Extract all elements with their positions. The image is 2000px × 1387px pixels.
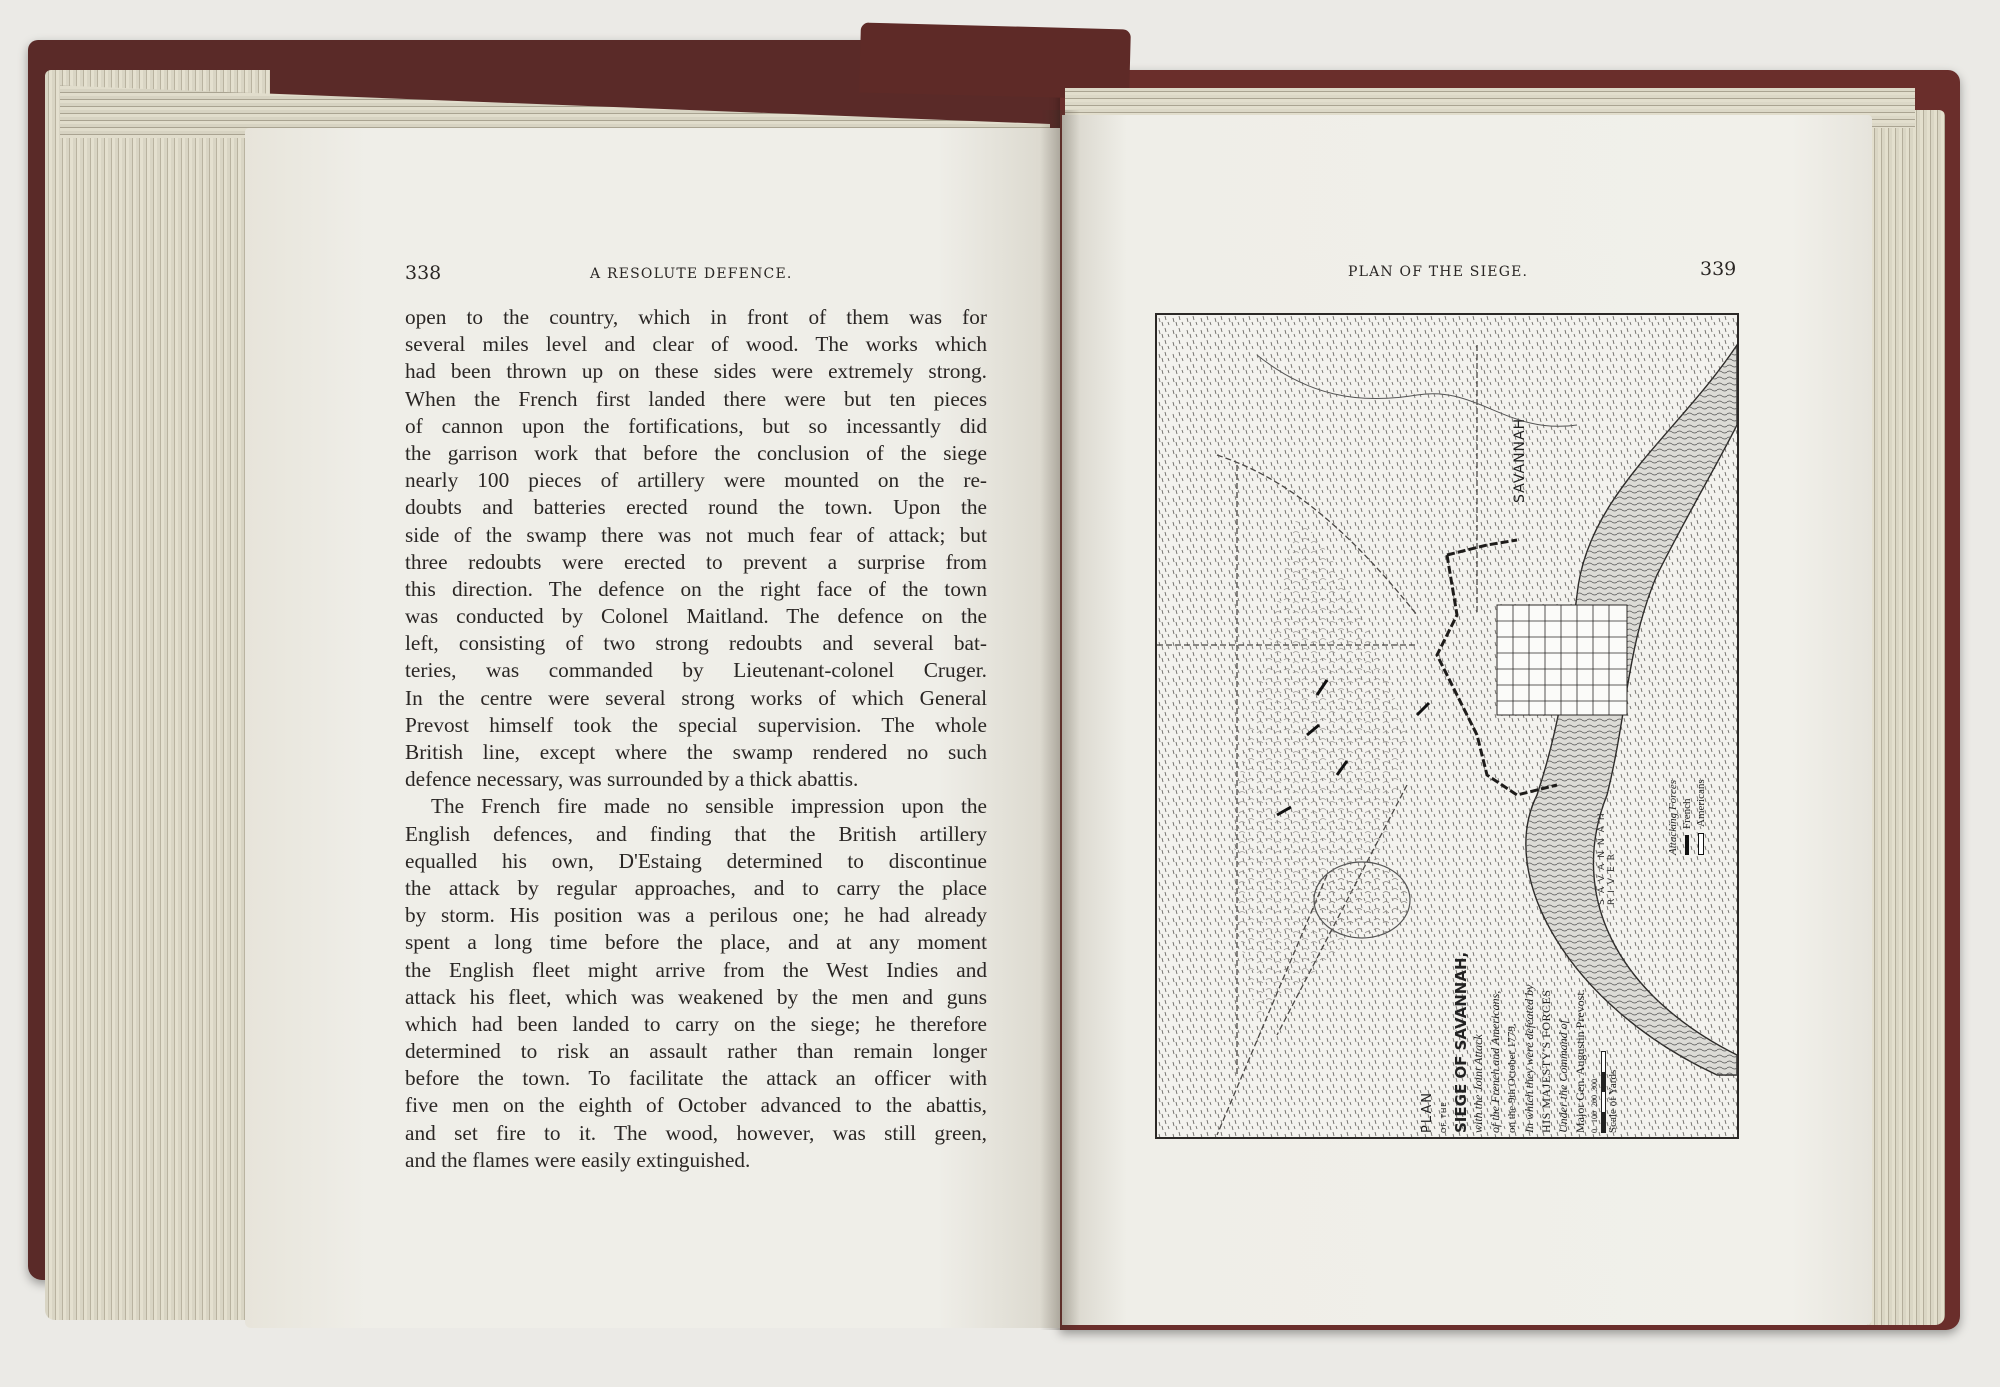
left-running-head: A RESOLUTE DEFENCE.	[590, 266, 793, 282]
page-edges-left	[45, 70, 270, 1320]
legend-swatch-french	[1685, 835, 1689, 855]
legend-swatch-americans	[1698, 833, 1704, 855]
body-text-line: determined to risk an assault rather than remain longer	[405, 1039, 987, 1064]
body-text-line: teries, was commanded by Lieutenant-colonel Cruger.	[405, 658, 987, 683]
map-title-line: Under the Command of	[1556, 1020, 1570, 1133]
body-text-line: the attack by regular approaches, and to carry the place	[405, 875, 987, 900]
map-town-label: SAVANNAH	[1512, 417, 1528, 503]
map-title-line: with the Joint Attack	[1471, 1034, 1485, 1133]
map-title-line: of the French and Americans,	[1488, 990, 1502, 1133]
body-text-line: left, consisting of two strong redoubts and several bat-	[405, 631, 987, 656]
body-text-line: five men on the eighth of October advanced to the abattis,	[405, 1093, 987, 1118]
siege-map	[1155, 313, 1739, 1139]
body-text-line: English defences, and finding that the British artillery	[405, 821, 987, 846]
body-text-line: the English fleet might arrive from the West Indies and	[405, 957, 987, 982]
hill-feature	[1314, 862, 1410, 938]
body-text-line: doubts and batteries erected round the town. Upon the	[405, 495, 987, 520]
body-text-line: several miles level and clear of wood. The works which	[405, 332, 987, 357]
map-title-cartouche	[1419, 793, 1621, 1133]
legend-heading: Attacking Forces	[1667, 779, 1679, 855]
legend-label-french: French	[1681, 798, 1693, 829]
town-grid	[1497, 605, 1627, 715]
legend-item-french	[1681, 779, 1693, 855]
map-title-line: PLAN	[1420, 1091, 1435, 1133]
map-title-line: SIEGE OF SAVANNAH,	[1452, 951, 1470, 1133]
body-text-line: nearly 100 pieces of artillery were mounted on the re-	[405, 468, 987, 493]
body-text-line: Prevost himself took the special supervision. The whole	[405, 712, 987, 737]
body-text-line: three redoubts were erected to prevent a surprise from	[405, 549, 987, 574]
body-text-line: of cannon upon the fortifications, but so incessantly did	[405, 413, 987, 438]
body-text-line: and set fire to it. The wood, however, was still green,	[405, 1120, 987, 1145]
body-text-line: the garrison work that before the conclusion of the siege	[405, 440, 987, 465]
map-title-line: HIS MAJESTY'S FORCES	[1539, 989, 1553, 1133]
body-text-line: by storm. His position was a perilous one; he had already	[405, 903, 987, 928]
body-text-line: attack his fleet, which was weakened by the men and guns	[405, 984, 987, 1009]
body-text-line: and the flames were easily extinguished.	[405, 1147, 751, 1172]
left-page-body-text	[405, 304, 987, 1174]
map-title-line: on the 9th October 1779.	[1506, 1023, 1518, 1133]
body-text-line: The French fire made no sensible impression upon the	[431, 794, 987, 819]
scale-label: Scale of Yards	[1607, 1069, 1619, 1133]
body-text-line: When the French first landed there were but ten pieces	[405, 386, 987, 411]
body-text-line: was conducted by Colonel Maitland. The defence on the	[405, 604, 987, 629]
legend-label-americans: Americans	[1695, 779, 1707, 827]
body-text-line: open to the country, which in front of them was for	[405, 305, 987, 329]
map-title-line: OF THE	[1440, 1101, 1448, 1133]
body-text-line: British line, except where the swamp rendered no such	[405, 740, 987, 764]
map-river-label: SAVANNAH RIVER	[1597, 807, 1617, 905]
right-running-head: PLAN OF THE SIEGE.	[1348, 264, 1529, 280]
map-legend	[1667, 779, 1707, 855]
body-text-line: side of the swamp there was not much fear of attack; but	[405, 522, 987, 547]
body-text-line: which had been landed to carry on the siege; he therefore	[405, 1011, 987, 1036]
legend-item-americans	[1695, 779, 1707, 855]
body-text-line: had been thrown up on these sides were extremely strong.	[405, 359, 987, 384]
body-text-line: this direction. The defence on the right face of the town	[405, 576, 987, 601]
body-text-line: defence necessary, was surrounded by a thick abattis.	[405, 767, 859, 792]
body-text-line: before the town. To facilitate the attack an officer with	[405, 1066, 987, 1091]
right-page-number: 339	[1700, 258, 1737, 280]
book-gutter	[1040, 110, 1080, 1330]
map-title-line: In which they were defeated by	[1522, 984, 1536, 1133]
map-title-line: Major Gen. Augustin Prevost.	[1573, 989, 1587, 1133]
body-text-line: spent a long time before the place, and at any moment	[405, 930, 987, 955]
body-text-line: In the centre were several strong works of which General	[405, 685, 987, 710]
body-text-line: equalled his own, D'Estaing determined to discontinue	[405, 848, 987, 873]
scale-bar-numbers: 0 100 200 300	[1590, 1079, 1599, 1133]
left-page-number: 338	[405, 262, 442, 284]
